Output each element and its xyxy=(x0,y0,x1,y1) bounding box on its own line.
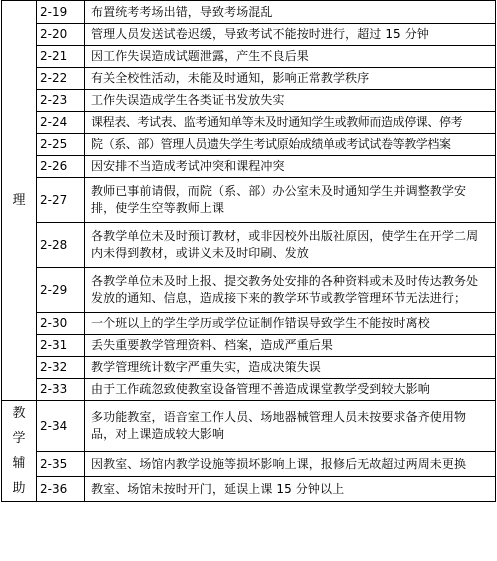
table-row xyxy=(2,313,496,335)
table-row xyxy=(2,112,496,134)
item-code: 2-25 xyxy=(37,134,85,156)
item-description: 因教室、场馆内教学设施等损坏影响上课，报修后无故超过两周未更换 xyxy=(85,452,496,477)
item-description: 管理人员发送试卷迟缓，导致考试不能按时进行，超过 15 分钟 xyxy=(85,24,496,46)
category-label: 理 xyxy=(12,193,26,208)
category-char: 辅 xyxy=(12,456,26,471)
table-row xyxy=(2,268,496,313)
item-code: 2-35 xyxy=(37,452,85,477)
item-description: 课程表、考试表、监考通知单等未及时通知学生或教师而造成停课、停考 xyxy=(85,112,496,134)
item-code: 2-30 xyxy=(37,313,85,335)
item-description: 一个班以上的学生学历或学位证制作错误导致学生不能按时离校 xyxy=(85,313,496,335)
item-code: 2-21 xyxy=(37,46,85,68)
item-code: 2-19 xyxy=(37,1,85,24)
table-row xyxy=(2,379,496,401)
item-code: 2-20 xyxy=(37,24,85,46)
table-row xyxy=(2,90,496,112)
table-row xyxy=(2,223,496,268)
item-code: 2-33 xyxy=(37,379,85,401)
item-code: 2-32 xyxy=(37,357,85,379)
item-description: 教室、场馆未按时开门，延误上课 15 分钟以上 xyxy=(85,477,496,502)
item-code: 2-34 xyxy=(37,401,85,452)
table-row xyxy=(2,134,496,156)
category-char: 助 xyxy=(12,481,26,496)
category-char: 教 xyxy=(12,406,26,421)
table-row xyxy=(2,357,496,379)
table-row xyxy=(2,156,496,178)
item-description: 教师已事前请假，而院（系、部）办公室未及时通知学生并调整教学安排，使学生空等教师上课 xyxy=(85,178,496,223)
table-row xyxy=(2,46,496,68)
item-description: 因工作失误造成试题泄露，产生不良后果 xyxy=(85,46,496,68)
item-description: 教学管理统计数字严重失实，造成决策失误 xyxy=(85,357,496,379)
table-row xyxy=(2,178,496,223)
table-row xyxy=(2,24,496,46)
category-teaching-support xyxy=(2,401,37,502)
table-row xyxy=(2,335,496,357)
table-row xyxy=(2,1,496,24)
item-code: 2-29 xyxy=(37,268,85,313)
category-char: 学 xyxy=(12,431,26,446)
table-row xyxy=(2,401,496,452)
item-description: 院（系、部）管理人员遗失学生考试原始成绩单或考试试卷等教学档案 xyxy=(85,134,496,156)
item-description: 由于工作疏忽致使教室设备管理不善造成课堂教学受到较大影响 xyxy=(85,379,496,401)
item-description: 因安排不当造成考试冲突和课程冲突 xyxy=(85,156,496,178)
item-code: 2-22 xyxy=(37,68,85,90)
item-code: 2-24 xyxy=(37,112,85,134)
item-code: 2-36 xyxy=(37,477,85,502)
item-description: 各教学单位未及时上报、提交教务处安排的各种资料或未及时传达教务处发放的通知、信息，造成接下来的教学环节或教学管理环节无法进行； xyxy=(85,268,496,313)
item-code: 2-27 xyxy=(37,178,85,223)
item-description: 各教学单位未及时预订教材，或非因校外出版社原因，使学生在开学二周内未得到教材，或讲义未及时印刷、发放 xyxy=(85,223,496,268)
incident-table xyxy=(1,0,496,502)
table-row xyxy=(2,477,496,502)
item-description: 布置统考考场出错，导致考场混乱 xyxy=(85,1,496,24)
item-description: 有关全校性活动，未能及时通知，影响正常教学秩序 xyxy=(85,68,496,90)
item-code: 2-31 xyxy=(37,335,85,357)
item-code: 2-28 xyxy=(37,223,85,268)
item-description: 丢失重要教学管理资料、档案，造成严重后果 xyxy=(85,335,496,357)
item-code: 2-26 xyxy=(37,156,85,178)
item-code: 2-23 xyxy=(37,90,85,112)
category-management xyxy=(2,1,37,401)
item-description: 多功能教室，语音室工作人员、场地器械管理人员未按要求备齐使用物品，对上课造成较大影响 xyxy=(85,401,496,452)
table-row xyxy=(2,452,496,477)
table-row xyxy=(2,68,496,90)
item-description: 工作失误造成学生各类证书发放失实 xyxy=(85,90,496,112)
